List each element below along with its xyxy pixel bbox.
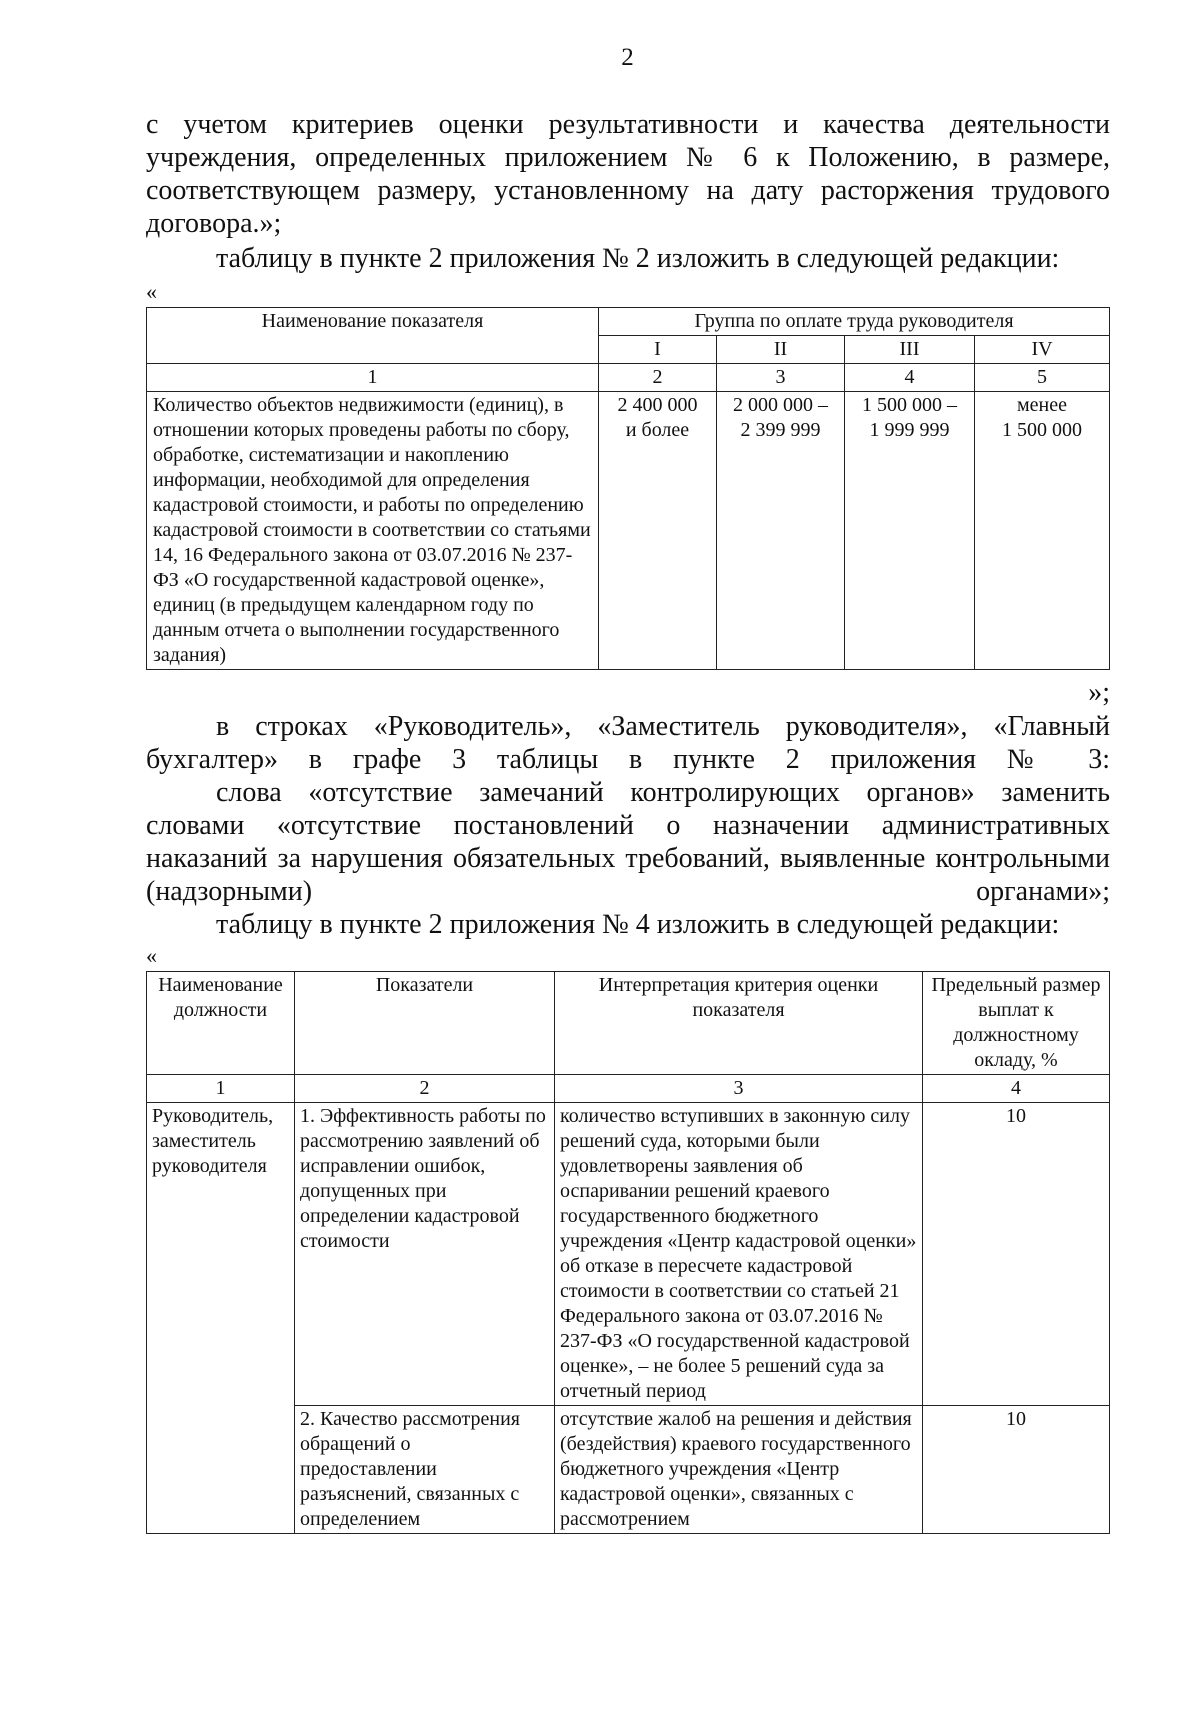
group-value — [717, 392, 845, 670]
table-row — [147, 392, 1110, 670]
close-quote-1: »; — [1088, 677, 1110, 708]
column-number: 1 — [147, 364, 599, 392]
group-value-line: 1 500 000 — [1002, 419, 1082, 441]
group-value — [599, 392, 717, 670]
group-value — [975, 392, 1110, 670]
header-limit: Предельный размер выплат к должностному окладу, % — [923, 972, 1110, 1075]
page-number: 2 — [621, 44, 634, 71]
column-number: 5 — [975, 364, 1110, 392]
criterion-text: количество вступивших в законную силу решений суда, которыми были удовлетворены заявления об оспаривании решений краевого государственного бюджетного учреждения «Центр кадастровой оценки» об отказе в пересчете кадастровой стоимости в соответствии со статьей 21 Федерального закона от 03.07.2016 № 237-ФЗ «О государственной кадастровой оценке», – не более 5 решений суда за отчетный период — [555, 1103, 923, 1406]
open-quote-2: « — [146, 943, 157, 968]
group-value-line: и более — [625, 419, 690, 441]
indicator-description: Количество объектов недвижимости (единиц), в отношении которых проведены работы по сбору, обработке, систематизации и накоплению информации, необходимой для определения кадастровой стоимости, и работы по определению кадастровой стоимости в соответствии со статьями 14, 16 Федерального закона от 03.07.2016 № 237-ФЗ «О государственной кадастровой оценке», единиц (в предыдущем календарном году по данным отчета о выполнении государственного задания) — [147, 392, 599, 670]
group-value-line: 2 000 000 – — [733, 394, 828, 416]
column-number: 1 — [147, 1075, 295, 1103]
criteria-table — [146, 971, 1110, 1534]
group-value-line: 2 400 000 — [617, 394, 698, 416]
group-value-line: 1 500 000 – — [862, 394, 957, 416]
column-number: 4 — [923, 1075, 1110, 1103]
limit-value: 10 — [923, 1103, 1110, 1406]
column-number: 4 — [845, 364, 975, 392]
group-label: II — [717, 336, 845, 364]
header-indicator-name: Наименование показателя — [147, 308, 599, 364]
paragraph-2: таблицу в пункте 2 приложения № 2 изложить в следующей редакции: — [216, 243, 1060, 274]
position-name: Руководитель, заместитель руководителя — [147, 1103, 295, 1534]
header-indicators: Показатели — [295, 972, 555, 1075]
column-number: 2 — [295, 1075, 555, 1103]
column-number: 3 — [555, 1075, 923, 1103]
indicator-text: 1. Эффективность работы по рассмотрению заявлений об исправлении ошибок, допущенных при определении кадастровой стоимости — [295, 1103, 555, 1406]
group-value — [845, 392, 975, 670]
indicator-text: 2. Качество рассмотрения обращений о предоставлении разъяснений, связанных с определением — [295, 1406, 555, 1534]
document-body — [146, 108, 1110, 1534]
paragraph-4: слова «отсутствие замечаний контролирующих органов» заменить словами «отсутствие постановлений о назначении административных наказаний за нарушения обязательных требований, выявленные контрольными (надзорными) органами»; — [146, 777, 1110, 907]
paragraph-1: с учетом критериев оценки результативности и качества деятельности учреждения, определенных приложением № 6 к Положению, в размере, соответствующем размеру, установленному на дату расторжения трудового договора.»; — [146, 109, 1110, 239]
criterion-text: отсутствие жалоб на решения и действия (бездействия) краевого государственного бюджетного учреждения «Центр кадастровой оценки», связанных с рассмотрением — [555, 1406, 923, 1534]
group-label: III — [845, 336, 975, 364]
group-value-line: 1 999 999 — [869, 419, 950, 441]
group-value-line: 2 399 999 — [740, 419, 821, 441]
column-number: 3 — [717, 364, 845, 392]
group-label: I — [599, 336, 717, 364]
column-number: 2 — [599, 364, 717, 392]
header-criterion: Интерпретация критерия оценки показателя — [555, 972, 923, 1075]
group-label: IV — [975, 336, 1110, 364]
paragraph-5: таблицу в пункте 2 приложения № 4 изложить в следующей редакции: — [216, 909, 1060, 940]
table-row — [147, 1103, 1110, 1406]
paragraph-3: в строках «Руководитель», «Заместитель руководителя», «Главный бухгалтер» в графе 3 таблицы в пункте 2 приложения № 3: — [146, 711, 1110, 775]
header-position: Наименование должности — [147, 972, 295, 1075]
group-table — [146, 307, 1110, 670]
open-quote-1: « — [146, 279, 157, 304]
limit-value: 10 — [923, 1406, 1110, 1534]
header-group: Группа по оплате труда руководителя — [599, 308, 1110, 336]
group-value-line: менее — [1017, 394, 1067, 416]
